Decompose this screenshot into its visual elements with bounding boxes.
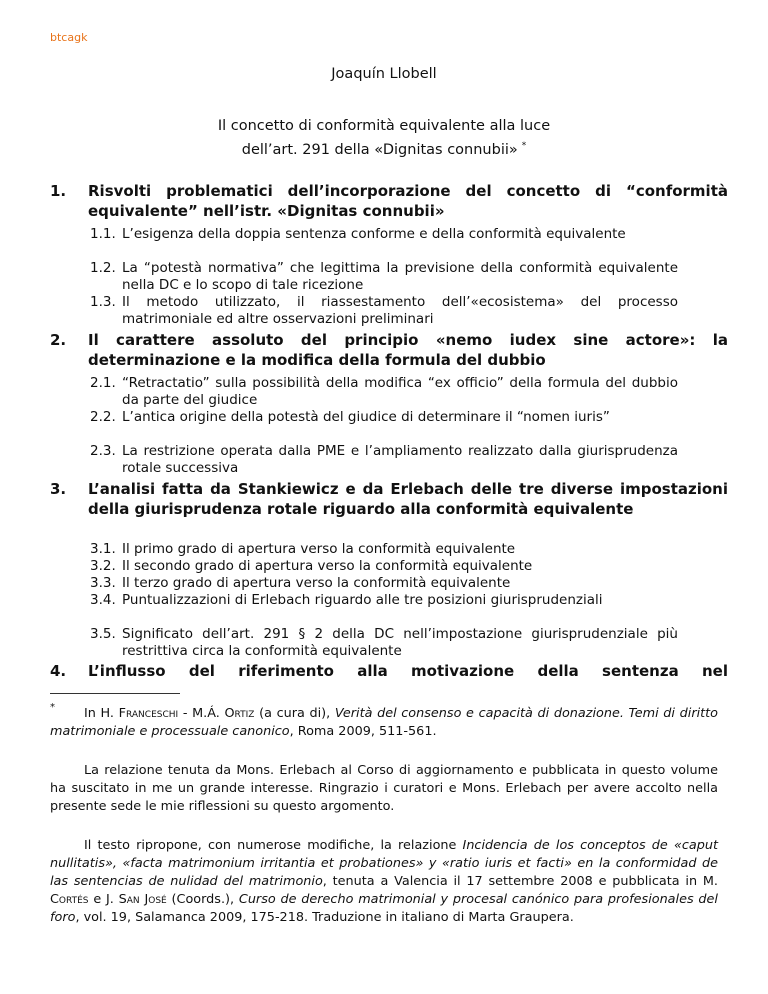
section-title: L’influsso del riferimento alla motivazione della sentenza nel [88,662,728,680]
document-title [0,116,768,160]
subsection-text: L’antica origine della potestà del giudice di determinare il “nomen iuris” [122,409,610,425]
subsection-number: 3.3. [90,575,116,591]
section-number: 4. [50,662,67,680]
subsection-text: La “potestà normativa” che legittima la previsione della conformità equivalente nella DC e lo scopo di tale ricezione [122,260,678,293]
subsection-number: 2.2. [90,409,116,425]
section-title: Il carattere assoluto del principio «nemo iudex sine actore»: la determinazione e la modifica della formula del dubbio [88,331,728,369]
subsection-number: 1.3. [90,294,116,310]
footnote-paragraph-3: Il testo ripropone, con numerose modifiche, la relazione Incidencia de los conceptos de «caput nullitatis», «facta matrimonium irritantia et probationes» y «ratio iuris et facti» en la conformidad de las sentencias de nulidad del matrimonio, tenuta a Valencia il 17 settembre 2008 e pubblicata in M. Cortés e J. San José (Coords.), Curso de derecho matrimonial y procesal canónico para profesionales del foro, vol. 19, Salamanca 2009, 175-218. Traduzione in italiano di Marta Graupera. [50,838,718,925]
subsection-number: 3.5. [90,626,116,642]
footnote-paragraph-2: La relazione tenuta da Mons. Erlebach al Corso di aggiornamento e pubblicata in questo volume ha suscitato in me un grande interesse. Ringrazio i curatori e Mons. Erlebach per avere accolto nella presente sede le mie riflessioni su questo argomento. [50,763,718,814]
author-name: Joaquín Llobell [331,66,437,82]
subsection-number: 2.3. [90,443,116,459]
title-footnote-mark: * [521,141,527,151]
footnote-citation: In H. Franceschi - M.Á. Ortiz (a cura di), Verità del consenso e capacità di donazione. Temi di diritto matrimoniale e processuale canonico, Roma 2009, 511-561. [50,706,718,739]
subsection-number: 2.1. [90,375,116,391]
subsection-text: La restrizione operata dalla PME e l’ampliamento realizzato dalla giurisprudenza rotale successiva [122,443,678,476]
footnote-mark: * [50,702,55,713]
section-number: 2. [50,331,67,349]
subsection-text: Significato dell’art. 291 § 2 della DC nell’impostazione giurisprudenziale più restrittiva circa la conformità equivalente [122,626,678,659]
section-number: 3. [50,480,67,498]
title-line-1: Il concetto di conformità equivalente alla luce [217,118,551,134]
section-title: L’analisi fatta da Stankiewicz e da Erlebach delle tre diverse impostazioni della giurisprudenza rotale riguardo alla conformità equivalente [88,480,728,518]
subsection-text: Il primo grado di apertura verso la conformità equivalente [122,541,516,557]
document-tag: btcagk [50,31,88,44]
subsection-number: 3.4. [90,592,116,608]
subsection-number: 1.1. [90,226,116,242]
title-line-2: dell’art. 291 della «Dignitas connubii» [241,141,518,158]
subsection-text: L’esigenza della doppia sentenza conforme e della conformità equivalente [122,226,626,242]
subsection-text: Il terzo grado di apertura verso la conformità equivalente [122,575,511,591]
subsection-number: 3.1. [90,541,116,557]
subsection-text: Il secondo grado di apertura verso la conformità equivalente [122,558,533,574]
subsection-text: Il metodo utilizzato, il riassestamento dell’«ecosistema» del processo matrimoniale ed altre osservazioni preliminari [122,294,678,327]
subsection-text: Puntualizzazioni di Erlebach riguardo alle tre posizioni giurisprudenziali [122,592,603,608]
footnote-separator [50,693,180,694]
section-number: 1. [50,182,67,200]
subsection-text: “Retractatio” sulla possibilità della modifica “ex officio” della formula del dubbio da parte del giudice [122,375,678,408]
section-title: Risvolti problematici dell’incorporazione del concetto di “conformità equivalente” nell’istr. «Dignitas connubii» [88,182,728,220]
subsection-number: 1.2. [90,260,116,276]
subsection-number: 3.2. [90,558,116,574]
